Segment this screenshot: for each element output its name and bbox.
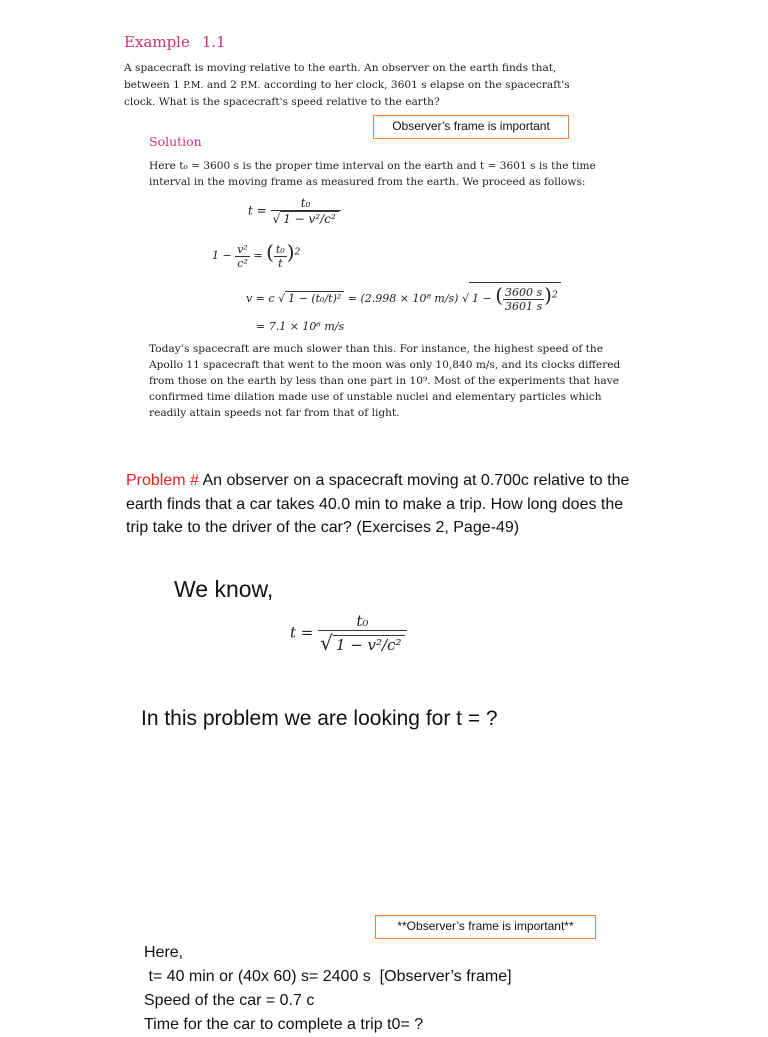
eq-fraction [503,286,544,313]
main-equation [290,612,407,655]
eq-lhs: 1 − [212,249,232,262]
given-values [144,941,704,1037]
example-pm-2: P.M. [240,79,261,91]
eq-lhs: v = c [246,292,275,305]
solution-text: Here t₀ = 3600 s is the proper time interval on the earth and t = 3601 s is the time interval in the moving frame as measured from the earth. We proceed as follows: [149,160,596,188]
we-know-heading: We know, [174,576,274,602]
eq-middle: = (2.998 × 10⁸ m/s) [347,292,459,305]
eq-radicand: 1 − (t₀/t)² [285,291,344,305]
eq-denominator: c² [237,256,248,270]
given-line: Time for the car to complete a trip t0= ? [144,1016,424,1033]
equation-velocity-ratio: 1 − $\frac{\text{v²}}{\text{c²}}$ = ( $\frac{\text{t₀}}{t}$ )$^2$ [212,240,301,270]
eq-fraction [235,243,250,270]
observer-frame-note: Observer’s frame is important [373,115,569,139]
problem-statement [126,469,646,540]
eq-fraction [274,243,287,270]
example-pm-1: P.M. [183,79,204,91]
eq-denominator: 1 − v²/c² [280,211,338,226]
eq-numerator: t₀ [275,242,285,256]
given-line: Speed of the car = 0.7 c [144,992,315,1009]
given-line: Here, [144,944,184,961]
eq-power: 2 [294,246,301,258]
eq-lhs: t = [248,203,267,218]
solution-heading: Solution [149,134,202,149]
eq-denominator: 1 − v²/c² [333,635,405,654]
equation-time-dilation [248,196,341,226]
observer-frame-note-2: **Observer’s frame is important** [375,915,596,939]
eq-lhs: t = [290,623,314,642]
problem-text: An observer on a spacecraft moving at 0.700c relative to the earth finds that a car takes 40.0 min to make a trip. How long does the trip take to the driver of the car? (Exercises 2, Page-49) [126,472,630,536]
eq-denominator: t [278,256,283,270]
eq-radicand-pre: 1 − [471,292,492,305]
eq-numerator: t₀ [271,196,341,211]
example-problem-text [124,60,604,111]
eq-numerator: v² [237,242,248,256]
given-line: t= 40 min or (40x 60) s= 2400 s [Observer’s frame] [144,968,512,985]
example-number: 1.1 [201,33,226,51]
example-label: Example [124,33,190,51]
today-spacecraft-text: Today’s spacecraft are much slower than this. For instance, the highest speed of the Apollo 11 spacecraft that went to the moon was only 10,840 m/s, and its clocks differed from those on the earth by less than one part in 10⁹. Most of the experiments that have confirmed time dilation made use of unstable nuclei and elementary particles which readily attain speeds not far from that of light. [149,343,621,419]
eq-power: 2 [551,289,558,301]
example-text-part: according to her clock, 3601 s elapse on the spacecraft's clock. What is the spacecraft's speed relative to the earth? [124,78,570,108]
eq-equals: = [253,249,263,262]
equation-velocity-value: = 7.1 × 10⁶ m/s [256,320,345,333]
equation-velocity-result: v = c √ 1 − (t₀/t)² = (2.998 × 10⁸ m/s) √ 1 − ( $\frac{3600 s}{3601 s}$ )$^2$ [246,282,561,313]
looking-for-text: In this problem we are looking for t = ? [141,707,498,730]
eq-denominator: 3601 s [505,299,543,313]
example-text-part: and 2 [203,78,241,91]
eq-numerator: 3600 s [505,285,543,299]
problem-label: Problem # [126,472,199,489]
eq-numerator: t₀ [318,612,406,631]
eq-fraction: $\frac{\text{t₀}}{\text{√ 1 − v²/c²}}$ [271,196,341,226]
example-text-part: A spacecraft is moving relative to the earth. An observer on the earth finds that, between 1 [124,62,557,91]
example-heading [124,33,226,51]
eq-fraction: $\frac{\text{t₀}}{\text{√ 1 − v²/c²}}$ [318,612,406,655]
